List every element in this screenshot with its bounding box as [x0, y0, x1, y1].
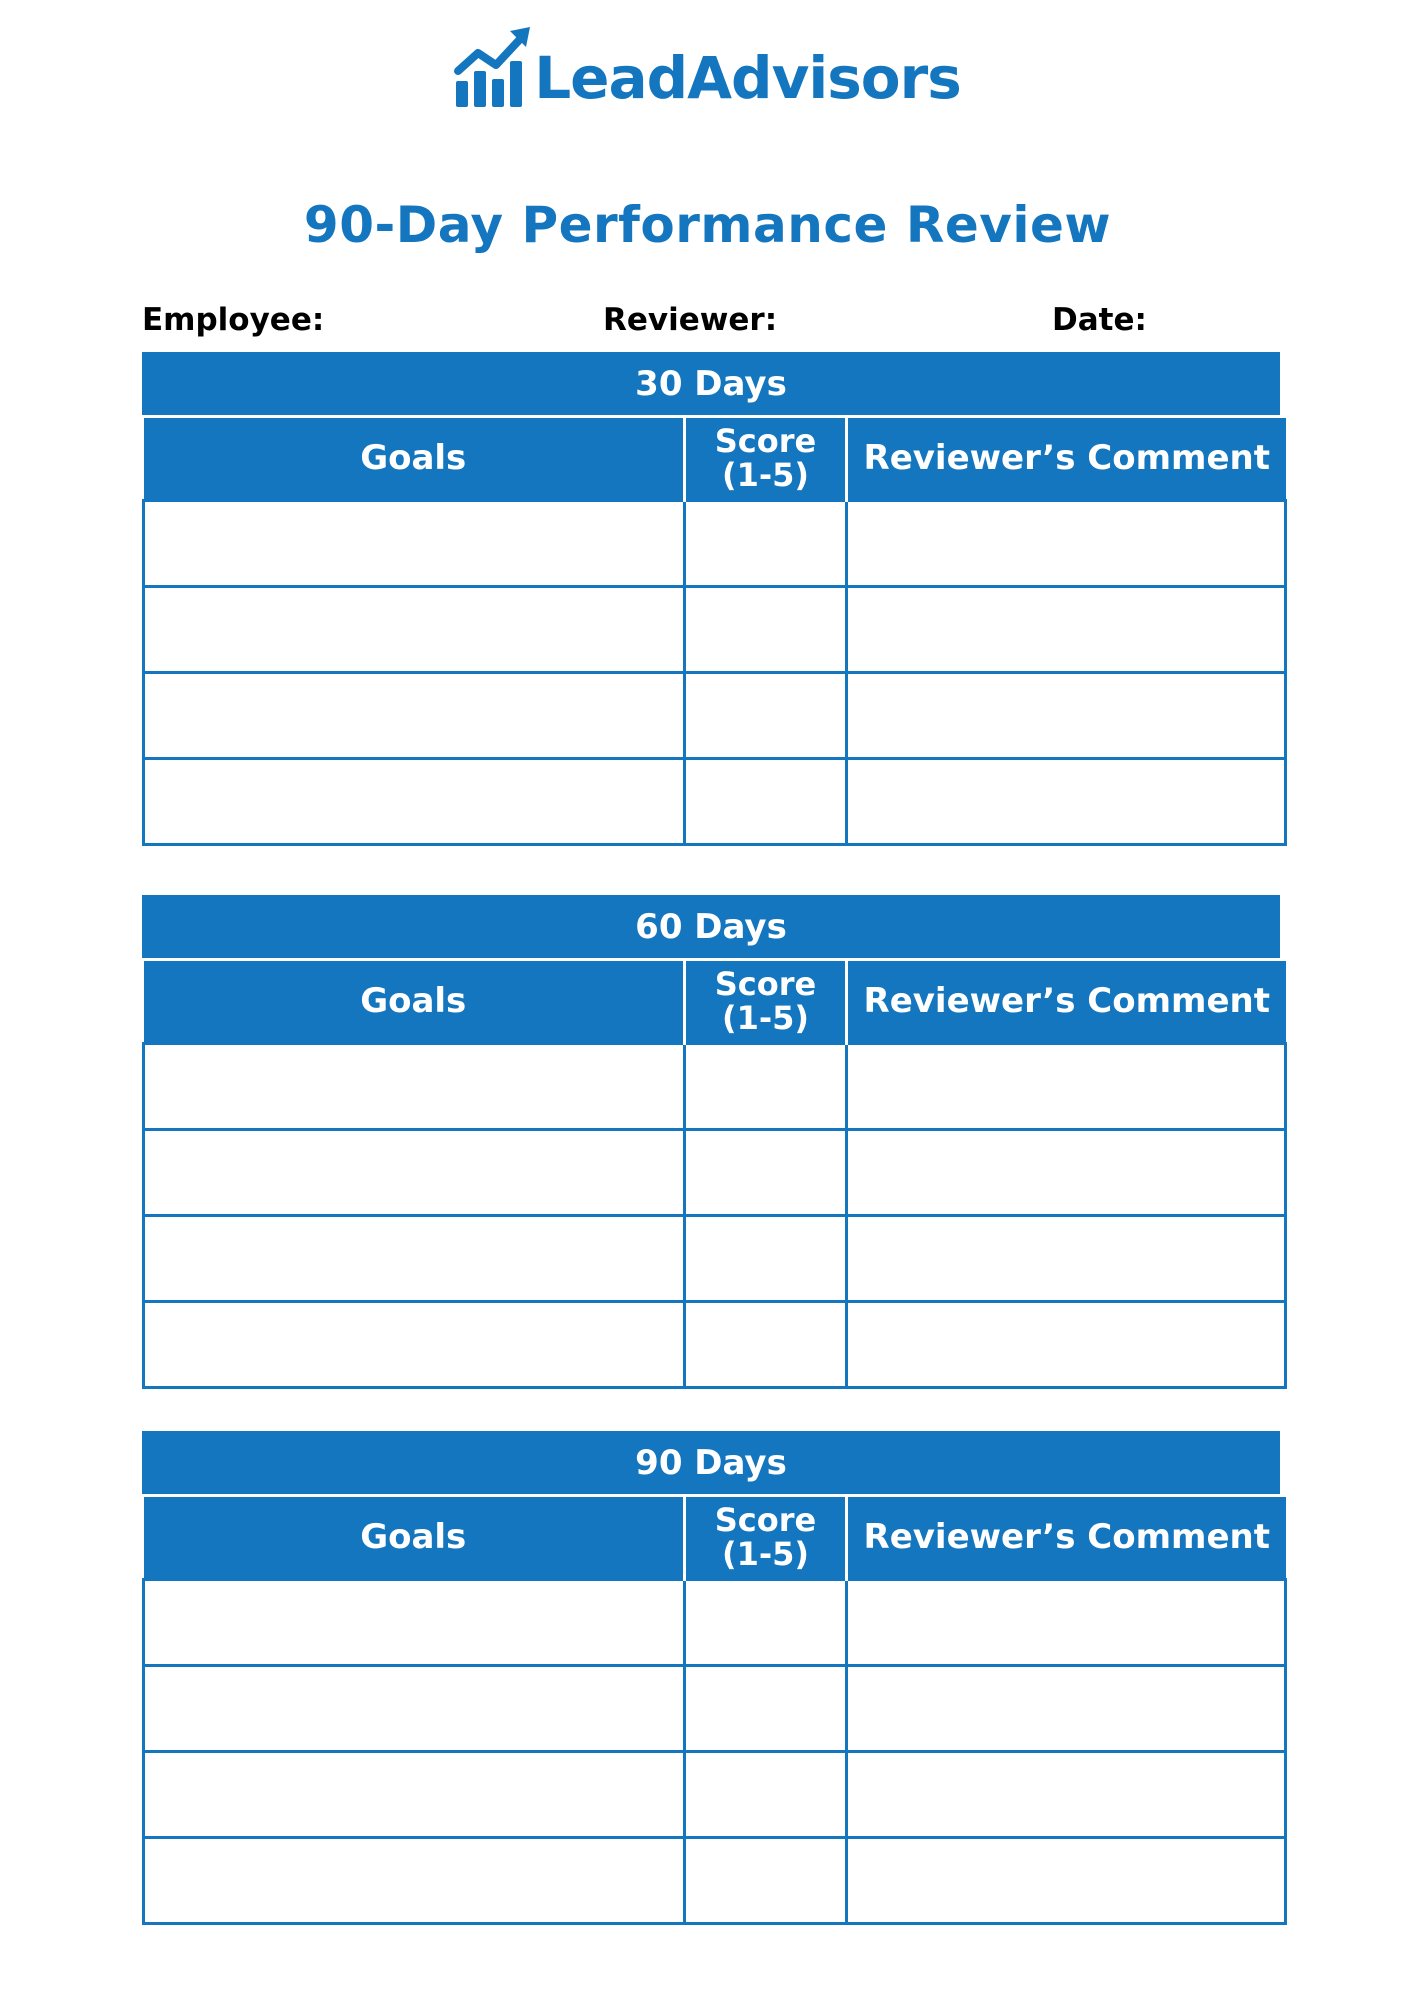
goal-cell[interactable] [144, 1837, 685, 1923]
table-row [144, 1301, 1286, 1387]
comment-cell[interactable] [847, 758, 1286, 844]
score-header: Score (1-5) [685, 961, 847, 1043]
goal-cell[interactable] [144, 1579, 685, 1665]
score-header: Score (1-5) [685, 418, 847, 500]
table-row [144, 1751, 1286, 1837]
goal-cell[interactable] [144, 500, 685, 586]
goal-cell[interactable] [144, 1043, 685, 1129]
comment-header: Reviewer’s Comment [847, 1497, 1286, 1579]
table-row [144, 1665, 1286, 1751]
growth-chart-icon [454, 25, 532, 109]
reviewer-label: Reviewer: [603, 302, 778, 338]
section-title: 60 Days [142, 895, 1280, 958]
comment-header: Reviewer’s Comment [847, 418, 1286, 500]
section-60-days [142, 895, 1280, 1389]
goal-cell[interactable] [144, 1665, 685, 1751]
score-cell[interactable] [685, 1043, 847, 1129]
score-header: Score (1-5) [685, 1497, 847, 1579]
goal-cell[interactable] [144, 1301, 685, 1387]
goals-header: Goals [144, 418, 685, 500]
comment-cell[interactable] [847, 1129, 1286, 1215]
section-title: 90 Days [142, 1431, 1280, 1494]
score-cell[interactable] [685, 500, 847, 586]
table-row [144, 758, 1286, 844]
goal-cell[interactable] [144, 1215, 685, 1301]
brand-name: LeadAdvisors [534, 44, 961, 112]
employee-label: Employee: [142, 302, 325, 338]
goals-header: Goals [144, 961, 685, 1043]
goals-table [142, 1497, 1287, 1925]
comment-cell[interactable] [847, 1301, 1286, 1387]
comment-cell[interactable] [847, 500, 1286, 586]
section-90-days [142, 1431, 1280, 1925]
goals-header: Goals [144, 1497, 685, 1579]
table-row [144, 586, 1286, 672]
score-cell[interactable] [685, 1751, 847, 1837]
score-cell[interactable] [685, 1837, 847, 1923]
comment-header: Reviewer’s Comment [847, 961, 1286, 1043]
table-row [144, 1215, 1286, 1301]
goal-cell[interactable] [144, 1751, 685, 1837]
table-row [144, 672, 1286, 758]
goals-table [142, 961, 1287, 1389]
section-title: 30 Days [142, 352, 1280, 415]
table-row [144, 1129, 1286, 1215]
table-row [144, 1043, 1286, 1129]
table-row [144, 500, 1286, 586]
section-30-days [142, 352, 1280, 846]
page-title: 90-Day Performance Review [303, 196, 1112, 254]
score-cell[interactable] [685, 1301, 847, 1387]
goal-cell[interactable] [144, 758, 685, 844]
comment-cell[interactable] [847, 1837, 1286, 1923]
logo [0, 22, 1415, 112]
score-cell[interactable] [685, 1215, 847, 1301]
goal-cell[interactable] [144, 1129, 685, 1215]
goal-cell[interactable] [144, 672, 685, 758]
goal-cell[interactable] [144, 586, 685, 672]
score-cell[interactable] [685, 1579, 847, 1665]
goals-table [142, 418, 1287, 846]
date-label: Date: [1052, 302, 1147, 338]
score-cell[interactable] [685, 672, 847, 758]
score-cell[interactable] [685, 1129, 847, 1215]
score-cell[interactable] [685, 1665, 847, 1751]
table-row [144, 1837, 1286, 1923]
comment-cell[interactable] [847, 1665, 1286, 1751]
comment-cell[interactable] [847, 1579, 1286, 1665]
score-cell[interactable] [685, 586, 847, 672]
table-row [144, 1579, 1286, 1665]
comment-cell[interactable] [847, 672, 1286, 758]
comment-cell[interactable] [847, 1043, 1286, 1129]
comment-cell[interactable] [847, 1215, 1286, 1301]
comment-cell[interactable] [847, 1751, 1286, 1837]
score-cell[interactable] [685, 758, 847, 844]
comment-cell[interactable] [847, 586, 1286, 672]
